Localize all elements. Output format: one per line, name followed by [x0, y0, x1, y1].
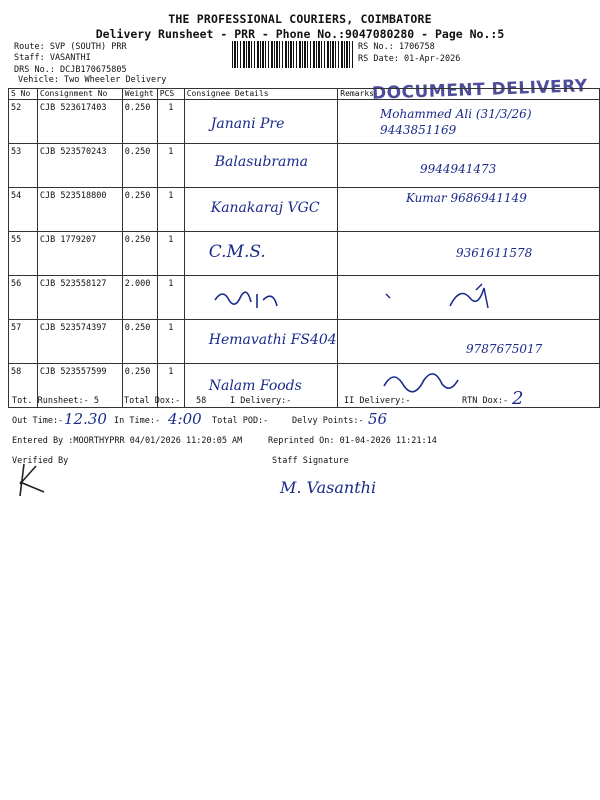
- cell-sno: 54: [9, 188, 38, 232]
- handwritten-consignee: C.M.S.: [208, 242, 266, 262]
- table-row: [9, 100, 600, 144]
- cell-pcs: 1: [157, 276, 184, 320]
- col-signature: [376, 89, 600, 100]
- cell-weight: 0.250: [122, 100, 157, 144]
- out-time-value: 12.30: [64, 410, 107, 428]
- cell-pcs: 1: [157, 100, 184, 144]
- delvy-points-value: 56: [368, 410, 388, 428]
- rtn-dox: RTN Dox:-: [462, 396, 509, 406]
- cell-weight: 0.250: [122, 144, 157, 188]
- entered-by: Entered By :MOORTHYPRR 04/01/2026 11:20:05 AM: [12, 436, 243, 446]
- document-delivery-stamp: DOCUMENT DELIVERY: [371, 76, 589, 104]
- cell-weight: 0.250: [122, 188, 157, 232]
- runsheet-table: [8, 88, 600, 408]
- cell-remarks: [338, 188, 376, 232]
- cell-consignment: CJB 523558127: [37, 276, 122, 320]
- route-label: Route: SVP (SOUTH) PRR: [14, 42, 127, 52]
- cell-weight: 0.250: [122, 364, 157, 408]
- in-time-value: 4:00: [168, 410, 202, 428]
- barcode-image: [232, 41, 354, 68]
- cell-consignment: CJB 523570243: [37, 144, 122, 188]
- signature-scribble-icon: [380, 280, 580, 316]
- total-dox-value: 58: [196, 396, 207, 406]
- cell-signature: [376, 320, 600, 364]
- cell-sno: 52: [9, 100, 38, 144]
- company-title: THE PROFESSIONAL COURIERS, COIMBATORE: [168, 12, 432, 26]
- cell-weight: 2.000: [122, 276, 157, 320]
- cell-pcs: 1: [157, 188, 184, 232]
- cell-consignee: [184, 188, 338, 232]
- reprinted-on: Reprinted On: 01-04-2026 11:21:14: [268, 436, 437, 446]
- cell-sno: 55: [9, 232, 38, 276]
- out-time: Out Time:-: [12, 416, 64, 426]
- cell-sno: 56: [9, 276, 38, 320]
- col-weight: Weight: [122, 89, 157, 100]
- cell-consignee: [184, 320, 338, 364]
- total-dox-label: Total Dox:-: [124, 396, 181, 406]
- i-delivery: I Delivery:-: [230, 396, 292, 406]
- col-sno: S No: [9, 89, 38, 100]
- table-row: [9, 188, 600, 232]
- rs-number: RS No.: 1706758: [358, 42, 435, 52]
- table-header-row: [9, 89, 600, 100]
- handwritten-remark: 9787675017: [465, 342, 543, 356]
- cell-pcs: 1: [157, 320, 184, 364]
- cell-pcs: 1: [157, 232, 184, 276]
- cell-consignment: CJB 523574397: [37, 320, 122, 364]
- cell-consignee: [184, 232, 338, 276]
- cell-pcs: 1: [157, 364, 184, 408]
- cell-consignee: [184, 144, 338, 188]
- cell-signature: [376, 100, 600, 144]
- cell-consignment: CJB 523557599: [37, 364, 122, 408]
- vehicle-label: Vehicle: Two Wheeler Delivery: [18, 75, 167, 85]
- verifier-signature-icon: [10, 462, 50, 502]
- cell-sno: 53: [9, 144, 38, 188]
- runsheet-subtitle: Delivery Runsheet - PRR - Phone No.:9047080280 - Page No.:5: [95, 27, 505, 41]
- verified-by-label: Verified By: [12, 456, 69, 466]
- col-pcs: PCS: [157, 89, 184, 100]
- cell-remarks: [338, 100, 376, 144]
- table-row: [9, 276, 600, 320]
- cell-signature: [376, 144, 600, 188]
- delvy-points: Delvy Points:-: [292, 416, 364, 426]
- handwritten-consignee: Kanakaraj VGC: [210, 200, 320, 216]
- cell-consignment: CJB 1779207: [37, 232, 122, 276]
- handwritten-remark: 9361611578: [455, 246, 533, 260]
- cell-sno: 58: [9, 364, 38, 408]
- handwritten-remark: Mohammed Ali (31/3/26) 9443851169: [379, 107, 532, 137]
- staff-signature-label: Staff Signature: [272, 456, 349, 466]
- table-row: [9, 232, 600, 276]
- cell-consignee: [184, 100, 338, 144]
- cell-signature: [376, 232, 600, 276]
- handwritten-consignee: Nalam Foods: [208, 378, 302, 394]
- handwritten-scribble-icon: [205, 280, 345, 316]
- drs-number: DRS No.: DCJB170675805: [14, 65, 127, 75]
- handwritten-consignee: Janani Pre: [210, 116, 285, 132]
- in-time: In Time:-: [114, 416, 161, 426]
- cell-consignment: CJB 523518800: [37, 188, 122, 232]
- table-row: [9, 144, 600, 188]
- cell-weight: 0.250: [122, 320, 157, 364]
- total-pod: Total POD:-: [212, 416, 269, 426]
- tot-runsheet: Tot. Runsheet:- 5: [12, 396, 99, 406]
- handwritten-consignee: Hemavathi FS404: [208, 332, 337, 348]
- cell-signature: [376, 276, 600, 320]
- ii-delivery: II Delivery:-: [344, 396, 411, 406]
- cell-consignee: [184, 276, 338, 320]
- staff-label: Staff: VASANTHI: [14, 53, 91, 63]
- table-row: [9, 320, 600, 364]
- cell-remarks: [338, 144, 376, 188]
- col-consignee: Consignee Details: [184, 89, 338, 100]
- cell-sno: 57: [9, 320, 38, 364]
- cell-remarks: [338, 320, 376, 364]
- staff-signature-handwritten: M. Vasanthi: [280, 478, 377, 497]
- cell-weight: 0.250: [122, 232, 157, 276]
- col-remarks: Remarks: [338, 89, 376, 100]
- handwritten-remark: Kumar 9686941149: [405, 191, 527, 205]
- cell-remarks: [338, 232, 376, 276]
- rtn-dox-value: 2: [512, 388, 524, 409]
- handwritten-remark: 9944941473: [419, 162, 497, 176]
- cell-signature: [376, 188, 600, 232]
- cell-pcs: 1: [157, 144, 184, 188]
- rs-date: RS Date: 01-Apr-2026: [358, 54, 461, 64]
- col-consignment: Consignment No: [37, 89, 122, 100]
- handwritten-consignee: Balasubrama: [214, 154, 309, 170]
- cell-consignment: CJB 523617403: [37, 100, 122, 144]
